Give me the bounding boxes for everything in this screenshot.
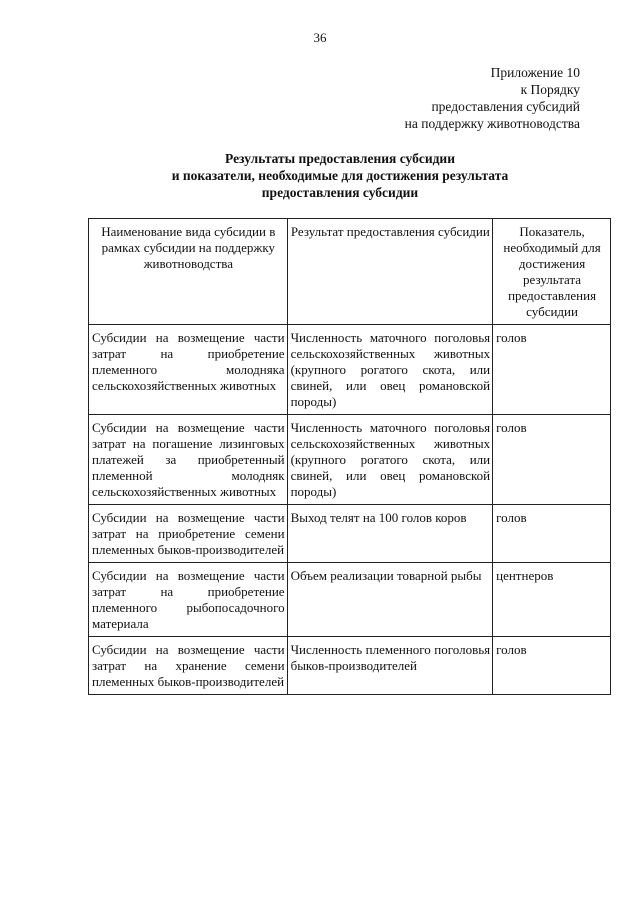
appendix-line: Приложение 10 — [490, 65, 580, 80]
page-number: 36 — [313, 30, 327, 45]
table-header-row — [89, 219, 611, 325]
appendix-line: к Порядку — [520, 82, 580, 97]
title-line: Результаты предоставления субсидии — [225, 151, 455, 166]
cell-indicator: голов — [493, 415, 611, 505]
appendix-line: на поддержку животноводства — [404, 116, 580, 131]
cell-result: Численность племенного поголовья быков-производителей — [287, 637, 493, 695]
cell-result: Объем реализации товарной рыбы — [287, 563, 493, 637]
appendix-line: предоставления субсидий — [431, 99, 580, 114]
header-indicator: Показатель, необходимый для достижения результата предоставления субсидии — [493, 219, 611, 325]
cell-subsidy-name: Субсидии на возмещение части затрат на приобретение племенного молодняка сельскохозяйственных животных — [89, 325, 288, 415]
cell-indicator: центнеров — [493, 563, 611, 637]
title-line: и показатели, необходимые для достижения результата — [171, 168, 509, 183]
cell-subsidy-name: Субсидии на возмещение части затрат на хранение семени племенных быков-производителей — [89, 637, 288, 695]
table-row — [89, 563, 611, 637]
results-table — [88, 218, 611, 695]
document-title — [60, 150, 620, 201]
cell-subsidy-name: Субсидии на возмещение части затрат на приобретение семени племенных быков-производителей — [89, 505, 288, 563]
cell-result: Численность маточного поголовья сельскохозяйственных животных (крупного рогатого скота, или свиней, или овец романовской породы) — [287, 325, 493, 415]
cell-result: Численность маточного поголовья сельскохозяйственных животных (крупного рогатого скота, или свиней, или овец романовской породы) — [287, 415, 493, 505]
header-subsidy-name: Наименование вида субсидии в рамках субсидии на поддержку животноводства — [89, 219, 288, 325]
table-row — [89, 415, 611, 505]
cell-indicator: голов — [493, 637, 611, 695]
table-row — [89, 325, 611, 415]
cell-subsidy-name: Субсидии на возмещение части затрат на погашение лизинговых платежей за приобретенный племенной молодняк сельскохозяйственных животных — [89, 415, 288, 505]
cell-result: Выход телят на 100 голов коров — [287, 505, 493, 563]
cell-indicator: голов — [493, 325, 611, 415]
header-result: Результат предоставления субсидии — [287, 219, 493, 325]
cell-indicator: голов — [493, 505, 611, 563]
cell-subsidy-name: Субсидии на возмещение части затрат на приобретение племенного рыбопосадочного материала — [89, 563, 288, 637]
table-row — [89, 505, 611, 563]
appendix-reference — [405, 64, 580, 132]
table-row — [89, 637, 611, 695]
title-line: предоставления субсидии — [261, 185, 419, 200]
